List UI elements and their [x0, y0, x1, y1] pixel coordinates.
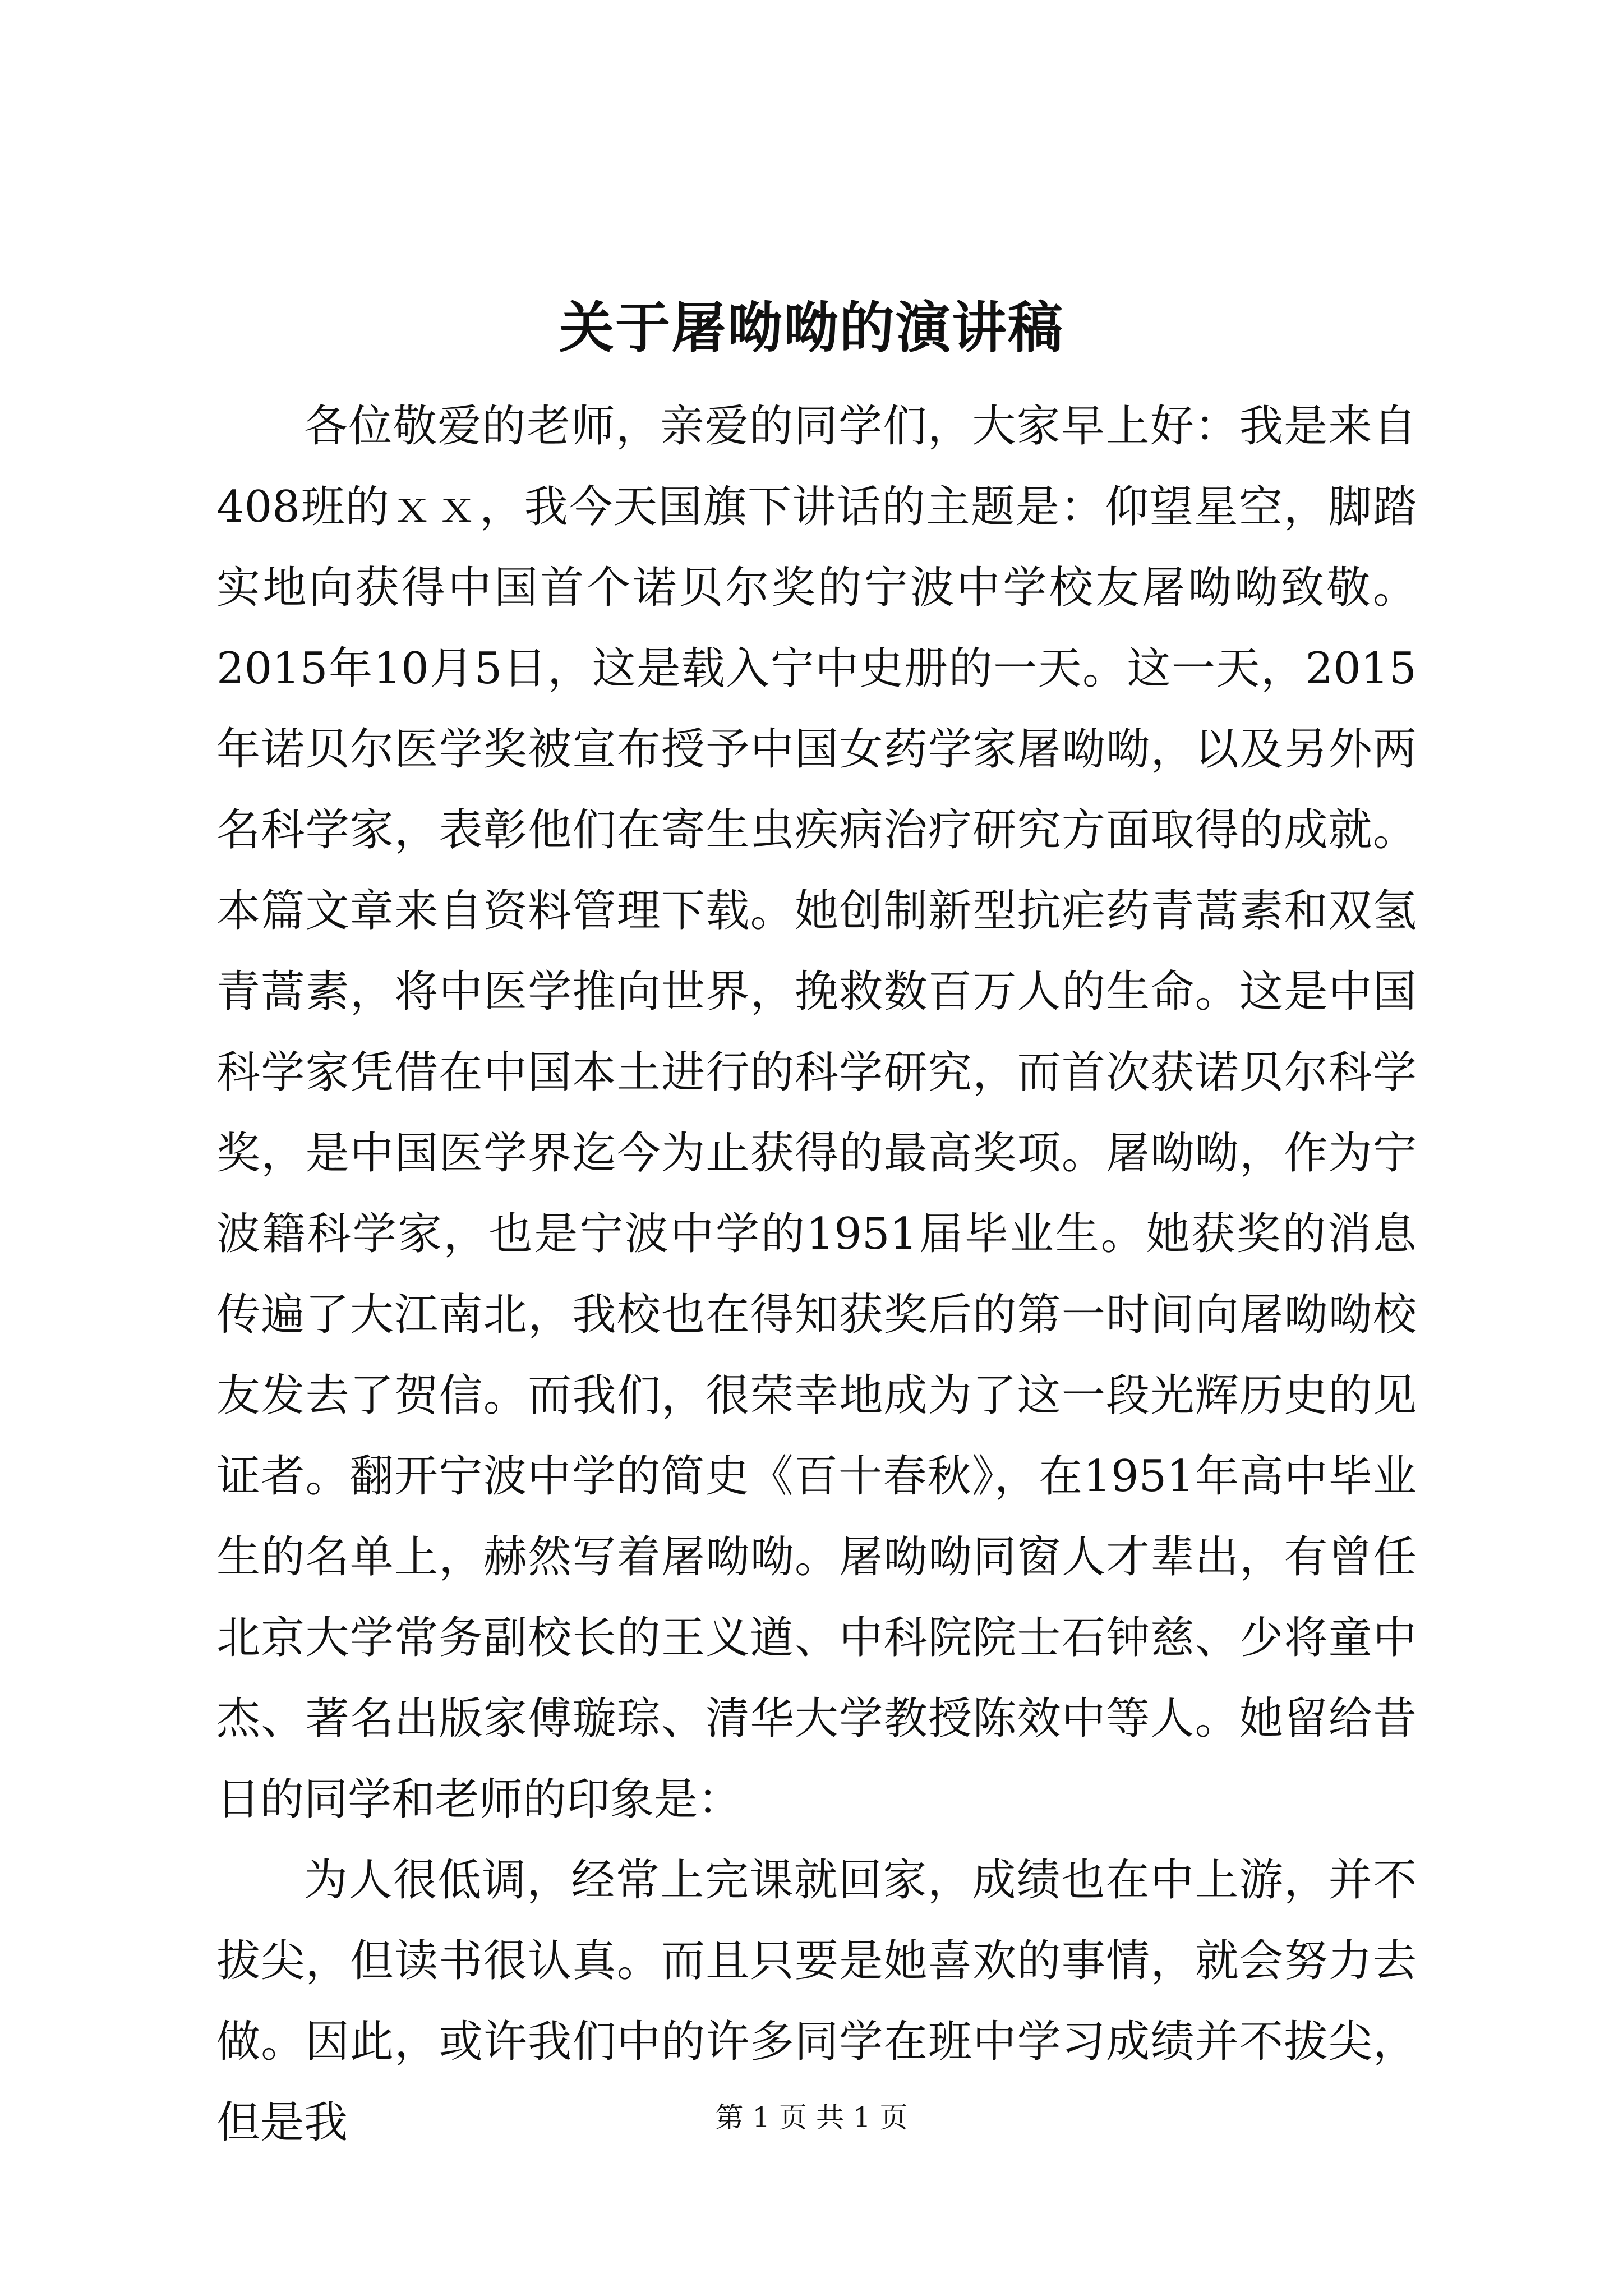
document-title: 关于屠呦呦的演讲稿	[559, 296, 1064, 360]
page-footer: 第 1 页 共 1 页	[715, 2101, 908, 2134]
paragraph-2: 为人很低调，经常上完课就回家，成绩也在中上游，并不拔尖，但读书很认真。而且只要是她喜欢的事情，就会努力去做。因此，或许我们中的许多同学在班中学习成绩并不拔尖，但是我	[216, 1855, 1417, 2148]
document-body	[216, 386, 1417, 2163]
paragraph-1: 各位敬爱的老师，亲爱的同学们，大家早上好：我是来自408班的ｘｘ，我今天国旗下讲话的主题是：仰望星空，脚踏实地向获得中国首个诺贝尔奖的宁波中学校友屠呦呦致敬。2015年10月5日，这是载入宁中史册的一天。这一天，2015年诺贝尔医学奖被宣布授予中国女药学家屠呦呦，以及另外两名科学家，表彰他们在寄生虫疾病治疗研究方面取得的成就。本篇文章来自资料管理下载。她创制新型抗疟药青蒿素和双氢青蒿素，将中医学推向世界，挽救数百万人的生命。这是中国科学家凭借在中国本土进行的科学研究，而首次获诺贝尔科学奖，是中国医学界迄今为止获得的最高奖项。屠呦呦，作为宁波籍科学家，也是宁波中学的1951届毕业生。她获奖的消息传遍了大江南北，我校也在得知获奖后的第一时间向屠呦呦校友发去了贺信。而我们，很荣幸地成为了这一段光辉历史的见证者。翻开宁波中学的简史《百十春秋》，在1951年高中毕业生的名单上，赫然写着屠呦呦。屠呦呦同窗人才辈出，有曾任北京大学常务副校长的王义遒、中科院院士石钟慈、少将童中杰、著名出版家傅璇琮、清华大学教授陈效中等人。她留给昔日的同学和老师的印象是：	[216, 401, 1417, 1825]
